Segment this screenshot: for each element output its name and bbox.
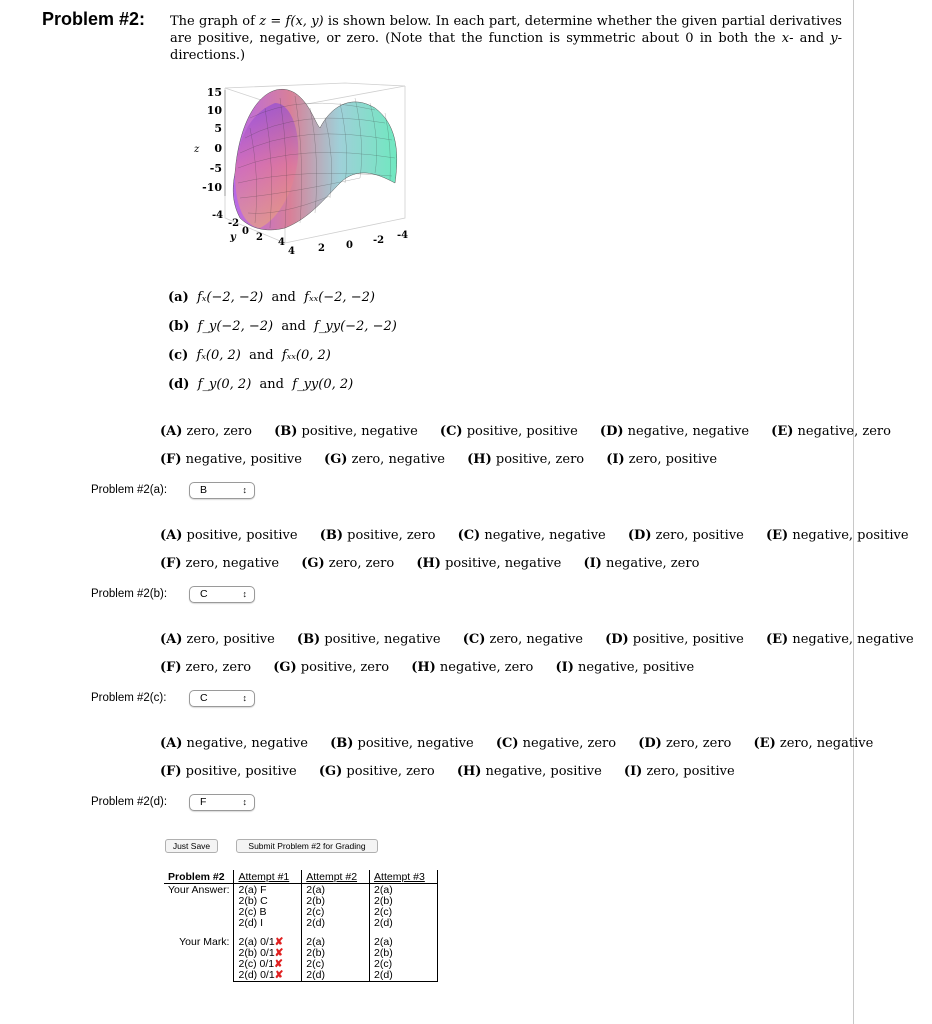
choice-d-I: (I) zero, positive: [623, 764, 735, 779]
z-tick-15: 15: [206, 86, 222, 99]
x-tick-2: 2: [318, 243, 325, 254]
select-arrows-icon: ↕: [242, 589, 247, 599]
choice-a-C: (C) positive, positive: [439, 424, 578, 439]
table-header-attempt3[interactable]: Attempt #3: [370, 870, 438, 884]
choice-d-A: (A) negative, negative: [160, 736, 308, 751]
table-header-problem: Problem #2: [164, 870, 234, 884]
select-arrows-icon: ↕: [242, 693, 247, 703]
attempt2-answers: 2(a) 2(b) 2(c) 2(d): [302, 884, 370, 930]
choice-d-D: (D) zero, zero: [638, 736, 732, 751]
choice-c-F: (F) zero, zero: [160, 660, 252, 675]
surface-graph: [180, 68, 430, 268]
your-answer-label: Your Answer:: [168, 884, 230, 896]
y-tick-neg2: -2: [228, 218, 240, 229]
x-tick-neg4: -4: [397, 230, 409, 241]
choice-b-G: (G) zero, zero: [301, 556, 395, 571]
choice-b-E: (E) negative, positive: [766, 528, 909, 543]
choice-d-C: (C) negative, zero: [495, 736, 617, 751]
x-tick-4: 4: [288, 246, 295, 257]
choice-b-I: (I) negative, zero: [583, 556, 700, 571]
part-a: (a) fₓ(−2, −2) and fₓₓ(−2, −2): [168, 290, 375, 305]
problem-title: Problem #2:: [42, 9, 146, 29]
answer-label-b: Problem #2(b):: [91, 588, 168, 600]
page-border: [853, 0, 854, 1024]
y-tick-2: 2: [256, 232, 263, 243]
z-tick-5: 5: [214, 122, 222, 135]
answer-label-d: Problem #2(d):: [91, 796, 168, 808]
select-arrows-icon: ↕: [242, 797, 247, 807]
attempt1-answers: 2(a) F 2(b) C 2(c) B 2(d) I: [234, 884, 302, 930]
choices-b: [160, 528, 927, 584]
choices-d: [160, 736, 891, 792]
your-mark-label: Your Mark:: [179, 936, 230, 948]
y-tick-neg4: -4: [212, 210, 224, 221]
select-arrows-icon: ↕: [242, 485, 247, 495]
x-tick-neg2: -2: [373, 235, 385, 246]
attempt3-marks: 2(a) 2(b) 2(c) 2(d): [370, 929, 438, 982]
answer-select-c[interactable]: C ↕: [189, 690, 255, 707]
y-tick-0: 0: [242, 226, 249, 237]
choice-c-D: (D) positive, positive: [605, 632, 744, 647]
surface: [233, 89, 397, 230]
choice-a-F: (F) negative, positive: [160, 452, 302, 467]
wrong-icon: ✘: [274, 958, 283, 970]
problem-intro: The graph of z = f(x, y) is shown below. In each part, determine whether the given partial derivatives are positive, negative, or zero. (Note that the function is symmetric about 0 in both the x- and y- directions.): [170, 14, 842, 63]
choices-c: [160, 632, 932, 688]
choice-c-C: (C) zero, negative: [462, 632, 583, 647]
choice-c-E: (E) negative, negative: [766, 632, 914, 647]
choice-a-D: (D) negative, negative: [599, 424, 750, 439]
choice-a-A: (A) zero, zero: [160, 424, 252, 439]
z-tick-neg5: -5: [209, 162, 222, 175]
answer-select-a[interactable]: B ↕: [189, 482, 255, 499]
choice-d-B: (B) positive, negative: [330, 736, 474, 751]
choice-b-A: (A) positive, positive: [160, 528, 298, 543]
choice-c-A: (A) zero, positive: [160, 632, 275, 647]
choice-d-F: (F) positive, positive: [160, 764, 297, 779]
part-b: (b) f_y(−2, −2) and f_yy(−2, −2): [168, 319, 397, 334]
choices-a: [160, 424, 909, 480]
mark-row: [164, 929, 437, 982]
z-tick-10: 10: [206, 104, 222, 117]
table-header-attempt1[interactable]: Attempt #1: [234, 870, 302, 884]
attempt3-answers: 2(a) 2(b) 2(c) 2(d): [370, 884, 438, 930]
choice-c-H: (H) negative, zero: [411, 660, 534, 675]
answer-label-a: Problem #2(a):: [91, 484, 168, 496]
choice-b-B: (B) positive, zero: [319, 528, 436, 543]
choice-c-B: (B) positive, negative: [296, 632, 441, 647]
choice-d-E: (E) zero, negative: [753, 736, 874, 751]
choice-b-C: (C) negative, negative: [457, 528, 606, 543]
wrong-icon: ✘: [274, 936, 284, 948]
choice-b-D: (D) zero, positive: [627, 528, 744, 543]
parts-list: [168, 290, 397, 406]
wrong-icon: ✘: [274, 947, 284, 959]
choice-a-I: (I) zero, positive: [606, 452, 718, 467]
choice-b-H: (H) positive, negative: [416, 556, 562, 571]
answer-row: [164, 884, 437, 930]
y-tick-4: 4: [278, 237, 285, 248]
choice-a-E: (E) negative, zero: [771, 424, 891, 439]
choice-b-F: (F) zero, negative: [160, 556, 280, 571]
part-c: (c) fₓ(0, 2) and fₓₓ(0, 2): [168, 348, 331, 363]
choice-a-G: (G) zero, negative: [324, 452, 445, 467]
choice-c-I: (I) negative, positive: [555, 660, 695, 675]
answer-select-d[interactable]: F ↕: [189, 794, 255, 811]
choice-a-H: (H) positive, zero: [467, 452, 585, 467]
part-d: (d) f_y(0, 2) and f_yy(0, 2): [168, 377, 354, 392]
z-axis-label: z: [194, 144, 200, 155]
just-save-button[interactable]: Just Save: [165, 839, 218, 853]
z-tick-neg10: -10: [202, 181, 222, 194]
y-axis-label: y: [230, 232, 236, 243]
answer-label-c: Problem #2(c):: [91, 692, 167, 704]
choice-d-G: (G) positive, zero: [318, 764, 435, 779]
choice-c-G: (G) positive, zero: [273, 660, 390, 675]
table-header-attempt2[interactable]: Attempt #2: [302, 870, 370, 884]
wrong-icon: ✘: [274, 969, 284, 981]
z-tick-0: 0: [214, 142, 222, 155]
choice-d-H: (H) negative, positive: [456, 764, 602, 779]
answer-select-b[interactable]: C ↕: [189, 586, 255, 603]
submit-button[interactable]: Submit Problem #2 for Grading: [236, 839, 378, 853]
attempts-table: [164, 870, 438, 982]
attempt1-marks: 2(a) 0/1✘ 2(b) 0/1✘ 2(c) 0/1✘ 2(d) 0/1✘: [234, 929, 302, 982]
x-tick-0: 0: [346, 240, 353, 251]
attempt2-marks: 2(a) 2(b) 2(c) 2(d): [302, 929, 370, 982]
choice-a-B: (B) positive, negative: [274, 424, 418, 439]
